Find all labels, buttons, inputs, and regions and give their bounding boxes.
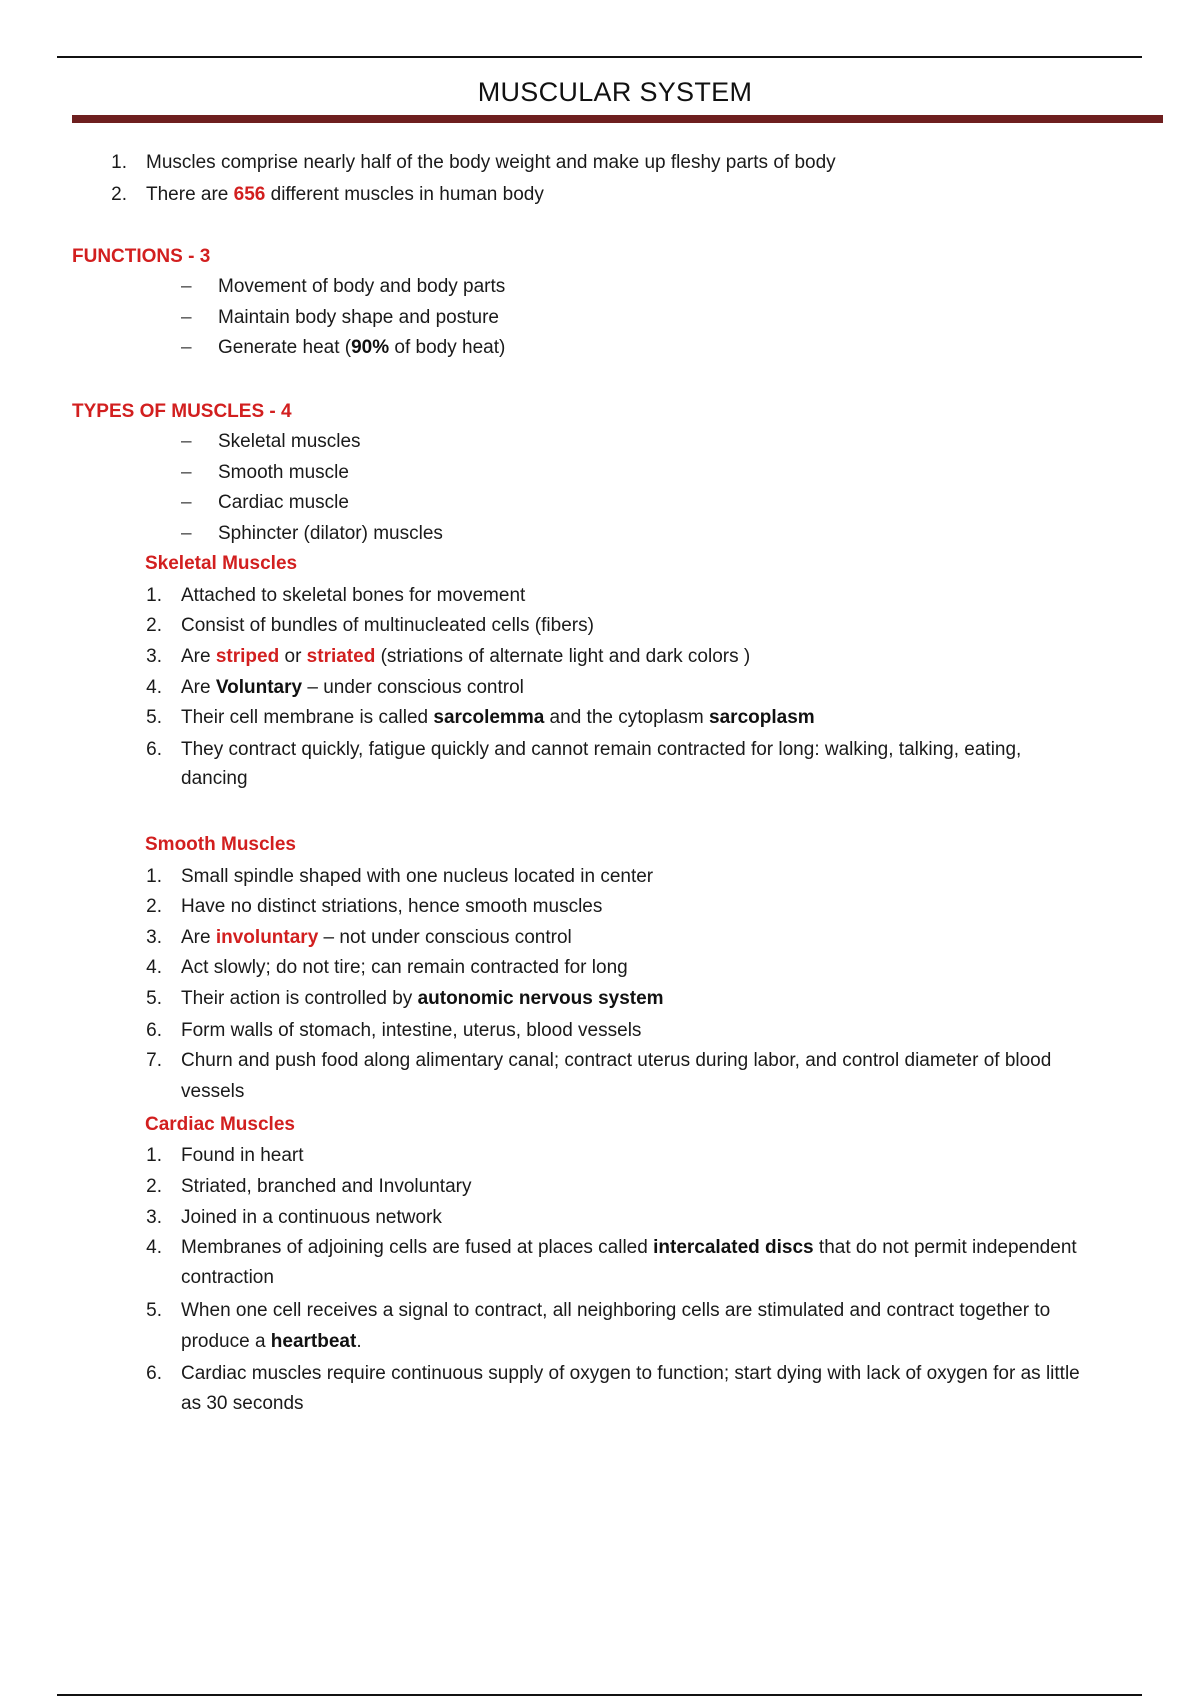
text-run: striated xyxy=(306,646,376,667)
list-item-text xyxy=(218,276,505,298)
text-run: produce a xyxy=(181,1331,271,1352)
text-run: When one cell receives a signal to contract, all neighboring cells are stimulated and contract together to xyxy=(181,1300,1051,1321)
list-item-text xyxy=(181,677,524,699)
text-run: Churn and push food along alimentary canal; contract uterus during labor, and control diameter of blood xyxy=(181,1050,1052,1071)
list-item-text xyxy=(181,739,1021,761)
text-run: – not under conscious control xyxy=(318,927,572,948)
text-run: 656 xyxy=(233,184,266,205)
text-run: Maintain body shape and posture xyxy=(218,307,499,328)
text-run: and the cytoplasm xyxy=(544,707,710,728)
section-heading: Cardiac Muscles xyxy=(145,1114,295,1135)
text-run: Consist of bundles of multinucleated cells (fibers) xyxy=(181,615,594,636)
list-item-text xyxy=(181,1300,1050,1322)
list-item-text xyxy=(181,1331,362,1353)
text-run: vessels xyxy=(181,1081,245,1102)
text-run: Found in heart xyxy=(181,1145,304,1166)
section-heading: FUNCTIONS - 3 xyxy=(72,246,211,267)
list-item-text xyxy=(181,1267,274,1289)
text-run: Have no distinct striations, hence smooth muscles xyxy=(181,896,603,917)
dash-bullet: – xyxy=(181,492,192,513)
list-item-text xyxy=(181,1020,641,1042)
list-item-text xyxy=(181,615,594,637)
section-heading: TYPES OF MUSCLES - 4 xyxy=(72,401,292,422)
list-item-text xyxy=(181,1237,1077,1259)
text-run: Muscles comprise nearly half of the body weight and make up fleshy parts of body xyxy=(146,152,836,173)
list-number: 2. xyxy=(146,1176,162,1197)
list-number: 2. xyxy=(111,184,127,205)
text-run: – under conscious control xyxy=(302,677,524,698)
list-item-text xyxy=(181,896,602,918)
text-run: involuntary xyxy=(215,927,319,948)
list-item-text xyxy=(181,707,815,729)
list-number: 5. xyxy=(146,988,162,1009)
text-run: Act slowly; do not tire; can remain contracted for long xyxy=(181,957,628,978)
text-run: of body heat) xyxy=(389,337,506,358)
list-item-text xyxy=(181,1050,1051,1072)
list-item-text xyxy=(218,307,499,329)
list-item-text xyxy=(181,1207,442,1229)
text-run: Their action is controlled by xyxy=(181,988,418,1009)
text-run: (striations of alternate light and dark colors ) xyxy=(375,646,751,667)
list-number: 3. xyxy=(146,1207,162,1228)
list-item-text xyxy=(218,523,443,545)
list-item-text xyxy=(181,866,653,888)
list-item-text xyxy=(181,768,248,790)
text-run: Cardiac muscles require continuous supply of oxygen to function; start dying with lack of oxygen for as little xyxy=(181,1363,1080,1384)
text-run: Voluntary xyxy=(215,677,303,698)
list-item-text xyxy=(181,927,572,949)
text-run: different muscles in human body xyxy=(265,184,544,205)
text-run: sarcolemma xyxy=(433,707,545,728)
text-run: Smooth muscle xyxy=(218,462,349,483)
list-number: 6. xyxy=(146,1020,162,1041)
text-run: They contract quickly, fatigue quickly and cannot remain contracted for long: walking, talking, eating, xyxy=(181,739,1022,760)
dash-bullet: – xyxy=(181,523,192,544)
text-run: as 30 seconds xyxy=(181,1393,304,1414)
list-number: 4. xyxy=(146,957,162,978)
list-number: 4. xyxy=(146,1237,162,1258)
list-item-text xyxy=(146,184,544,206)
list-number: 5. xyxy=(146,1300,162,1321)
list-item-text xyxy=(181,957,628,979)
list-item-text xyxy=(181,1363,1080,1385)
list-item-text xyxy=(181,1145,304,1167)
dash-bullet: – xyxy=(181,462,192,483)
page-title: MUSCULAR SYSTEM xyxy=(477,77,753,107)
text-run: Their cell membrane is called xyxy=(181,707,434,728)
text-run: Generate heat ( xyxy=(218,337,352,358)
list-item-text xyxy=(181,1081,244,1103)
text-run: or xyxy=(279,646,307,667)
dash-bullet: – xyxy=(181,431,192,452)
list-number: 7. xyxy=(146,1050,162,1071)
section-heading: Smooth Muscles xyxy=(145,834,296,855)
text-run: Membranes of adjoining cells are fused at places called xyxy=(181,1237,654,1258)
text-run: Attached to skeletal bones for movement xyxy=(181,585,526,606)
list-number: 4. xyxy=(146,677,162,698)
text-run: Skeletal muscles xyxy=(218,431,361,452)
list-number: 1. xyxy=(146,866,162,887)
list-item-text xyxy=(218,462,349,484)
text-run: Striated, branched and Involuntary xyxy=(181,1176,472,1197)
text-run: . xyxy=(356,1331,362,1352)
text-run: Are xyxy=(181,927,216,948)
dash-bullet: – xyxy=(181,276,192,297)
dash-bullet: – xyxy=(181,307,192,328)
bottom-rule xyxy=(57,1694,1142,1696)
text-run: that do not permit independent xyxy=(813,1237,1077,1258)
list-number: 1. xyxy=(146,585,162,606)
list-item-text xyxy=(218,431,361,453)
dash-bullet: – xyxy=(181,337,192,358)
text-run: 90% xyxy=(351,337,390,358)
list-item-text xyxy=(218,337,505,359)
list-number: 1. xyxy=(146,1145,162,1166)
list-number: 1. xyxy=(111,152,127,173)
text-run: autonomic nervous system xyxy=(417,988,664,1009)
list-item-text xyxy=(181,988,664,1010)
list-item-text xyxy=(181,1393,304,1415)
list-item-text xyxy=(146,152,836,174)
text-run: heartbeat xyxy=(270,1331,357,1352)
list-number: 2. xyxy=(146,615,162,636)
text-run: Are xyxy=(181,646,216,667)
text-run: intercalated discs xyxy=(653,1237,814,1258)
list-number: 6. xyxy=(146,1363,162,1384)
list-item-text xyxy=(218,492,349,514)
text-run: There are xyxy=(146,184,234,205)
text-run: contraction xyxy=(181,1267,274,1288)
text-run: striped xyxy=(215,646,280,667)
text-run: Cardiac muscle xyxy=(218,492,349,513)
section-heading: Skeletal Muscles xyxy=(145,553,298,574)
text-run: sarcoplasm xyxy=(709,707,815,728)
text-run: Joined in a continuous network xyxy=(181,1207,442,1228)
text-run: Sphincter (dilator) muscles xyxy=(218,523,443,544)
list-number: 3. xyxy=(146,646,162,667)
text-run: dancing xyxy=(181,768,248,789)
list-number: 6. xyxy=(146,739,162,760)
text-run: Small spindle shaped with one nucleus located in center xyxy=(181,866,654,887)
list-number: 5. xyxy=(146,707,162,728)
list-number: 3. xyxy=(146,927,162,948)
title-underline-bar xyxy=(72,115,1163,123)
list-item-text xyxy=(181,585,525,607)
text-run: Movement of body and body parts xyxy=(218,276,506,297)
list-number: 2. xyxy=(146,896,162,917)
text-run: Form walls of stomach, intestine, uterus, blood vessels xyxy=(181,1020,642,1041)
top-rule xyxy=(57,56,1142,58)
list-item-text xyxy=(181,1176,471,1198)
list-item-text xyxy=(181,646,750,668)
text-run: Are xyxy=(181,677,216,698)
